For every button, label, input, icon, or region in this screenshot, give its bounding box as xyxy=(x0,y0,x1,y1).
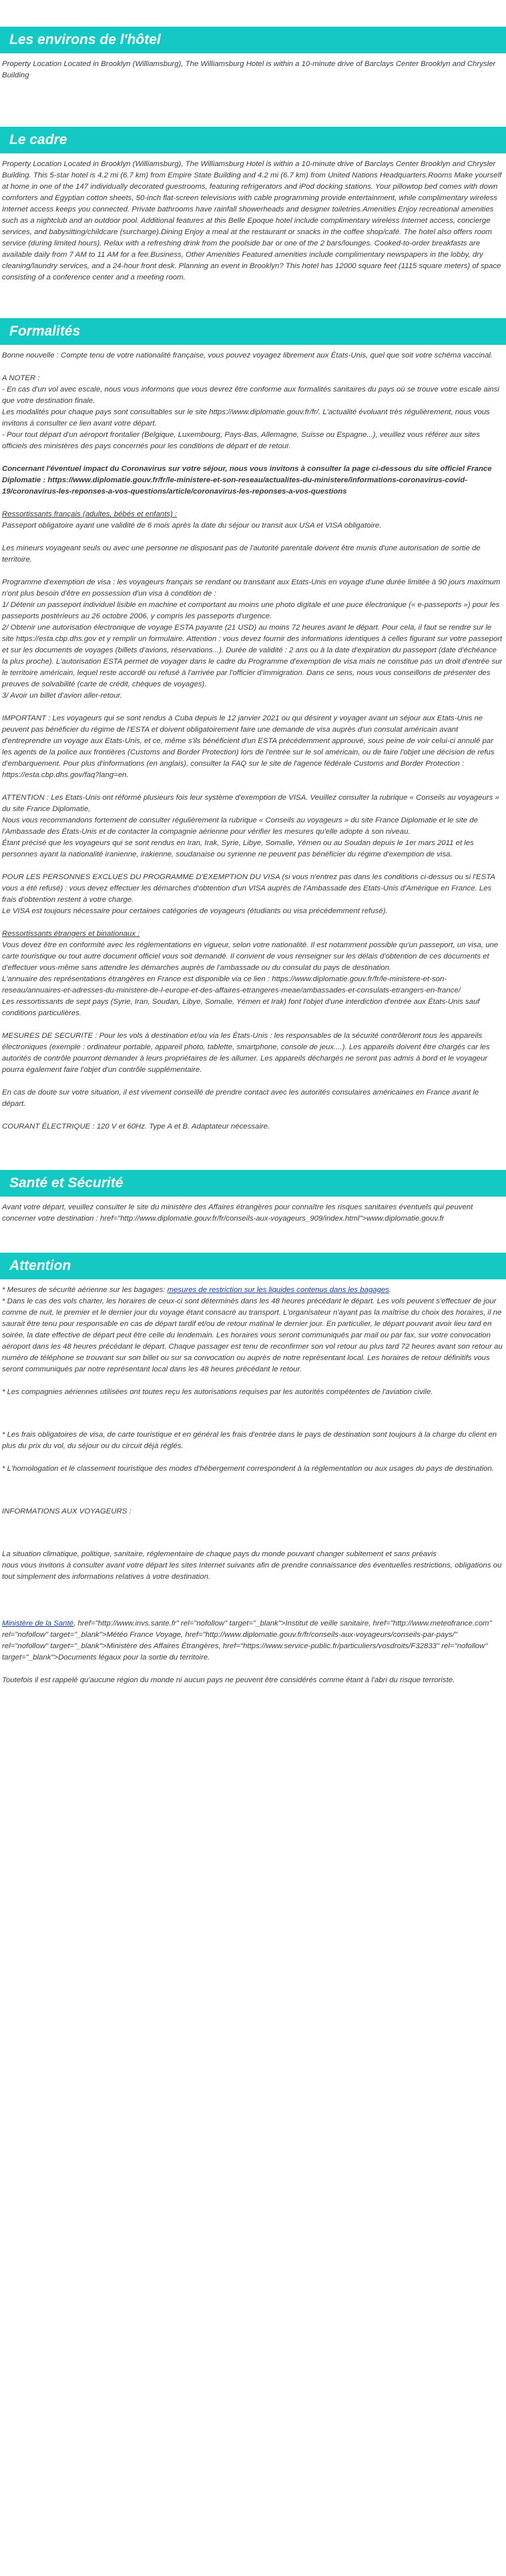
section-title-formalites: Formalités xyxy=(0,318,506,345)
liquides-restriction-link[interactable]: mesures de restriction sur les liquides contenus dans les bagages xyxy=(167,1286,389,1294)
visa-exemption xyxy=(2,577,504,702)
etrangers-heading: Ressortissants étrangers et binationaux : xyxy=(2,930,140,938)
spacer xyxy=(2,1486,504,1506)
section-formalites xyxy=(0,318,506,1137)
etrangers-2: L'annuaire des représentations étrangères en France est disponible via ce lien : https://www.diplomatie.gouv.fr/fr/le-ministere-et-son-reseau/annuaires-et-adresses-du-ministere-de-l-europe-et-des-affaires-etrangeres-meae/ambassades-et-consulats-etrangers-en-france/ xyxy=(2,975,461,995)
mesures-bagages-suffix: . xyxy=(389,1286,392,1294)
formalites-p1: Bonne nouvelle : Compte tenu de votre nationalité française, vous pouvez voyagez librement aux États-Unis, quel que soit votre schéma vaccinal. xyxy=(2,352,493,360)
note-line-3: - Pour tout départ d'un aéroport frontalier (Belgique, Luxembourg, Pays-Bas, Allemagne, Suisse ou Espagne...), veuillez vous référer aux sites officiels des ministères des pays concernés pour les conditions de départ et de retour. xyxy=(2,431,480,450)
attention-visa-3: Étant précisé que les voyageurs qui se sont rendus en Iran, Irak, Syrie, Libye, Somalie, Yémen ou au Soudan depuis le 1er mars 2011 et les personnes ayant la nationalité iranienne, irakienne, soudanaise ou syrienne ne peuvent pas bénéficier du régime d'exemption de visa. xyxy=(2,839,474,858)
note-line-1: - En cas d'un vol avec escale, nous vous informons que vous devrez être conforme aux formalités sanitaires du pays où se trouve votre escale ainsi que votre destination finale. xyxy=(2,386,499,405)
section-environs xyxy=(0,27,506,85)
personnes-exclues-2: Le VISA est toujours nécessaire pour certaines catégories de voyageurs (étudiants ou visa précédemment refusé). xyxy=(2,907,388,915)
section-body-sante xyxy=(0,1197,506,1229)
environs-text: Property Location Located in Brooklyn (Williamsburg), The Williamsburg Hotel is within a 10-minute drive of Barclays Center Brooklyn and Chrysler Building xyxy=(2,60,496,79)
compagnies-aeriennes: * Les compagnies aériennes utilisées ont toutes reçu les autorisations requises par les autorités compétentes de l'aviation civile. xyxy=(2,1388,433,1396)
section-body-cadre xyxy=(0,153,506,287)
frais-obligatoires: * Les frais obligatoires de visa, de carte touristique et en général les frais d'entrée dans le pays de destination sont toujours à la charge du client en plus du prix du vol, du séjour ou du circuit déjà réglés. xyxy=(2,1431,497,1450)
en-cas-de-doute: En cas de doute sur votre situation, il est vivement conseillé de prendre contact avec les autorités consulaires américaines en France avant le départ. xyxy=(2,1089,479,1108)
sites-officiels xyxy=(2,1618,504,1664)
attention-visa xyxy=(2,792,504,860)
section-title-environs: Les environs de l'hôtel xyxy=(0,27,506,53)
spacer xyxy=(2,1529,504,1549)
etrangers-1: Vous devez être en conformité avec les réglementations en vigueur, selon votre nationalité. Il est notamment possible qu'un passeport, un visa, une carte touristique ou tout autre document officiel vous soit demandé. Il convient de vous renseigner sur les délais d'obtention de ces documents et d'effectuer vous-même sans attendre les démarches auprès de l'ambassade ou du consulat du pays de destination. xyxy=(2,941,499,972)
spacer xyxy=(2,1409,504,1429)
section-title-cadre: Le cadre xyxy=(0,127,506,153)
ressortissants-francais xyxy=(2,509,504,532)
ressortissants-body: Passeport obligatoire ayant une validité de 6 mois après la date du séjour ou transit aux USA et VISA obligatoire. xyxy=(2,522,382,530)
formalites-note xyxy=(2,373,504,452)
mesures-bagages xyxy=(2,1285,504,1296)
important-cuba: IMPORTANT : Les voyageurs qui se sont rendus à Cuba depuis le 12 janvier 2021 ou qui désirent y voyager avant un séjour aux Etats-Unis ne peuvent pas bénéficier du régime de l'ESTA et doivent obligatoirement faire une demande de visa auprès d'un consulat américain avant d'entreprendre un voyage aux Etats-Unis, et ce, même s'ils bénéficient d'un ESTA précédemment approuvé, sous peine de voir celui-ci annulé par les agents de la police aux frontières (Customs and Border Protection) lors de l'entrée sur le sol américain, ou de faire l'objet une décision de refus d'embarquement. Pour plus d'informations (en anglais), consulter la FAQ sur le site de l'agence fédérale Customs and Border Protection : https://esta.cbp.dhs.gov/faq?lang=en. xyxy=(2,714,495,779)
mesures-securite: MESURES DE SECURITE : Pour les vols à destination et/ou via les États-Unis : les responsables de la sécurité contrôleront tous les appareils électroniques (exemple : ordinateur portable, appareil photo, tablette, smartphone, console de jeux....). Les appareils doivent être chargés car les autorités de contrôle pourront demander à leurs propriétaires de les allumer. Les appareils déchargés ne seront pas admis à bord et le voyageur pourra également faire l'objet d'un contrôle supplémentaire. xyxy=(2,1032,490,1074)
section-cadre xyxy=(0,127,506,287)
section-body-environs xyxy=(0,53,506,85)
note-line-2: Les modalités pour chaque pays sont consultables sur le site https://www.diplomatie.gouv.fr/fr/. L'actualité évoluant très régulièrement, nous vous invitons à consulter ce lien avant votre départ. xyxy=(2,408,490,428)
risque-terroriste: Toutefois il est rappelé qu'aucune région du monde ni aucun pays ne peuvent être considérés comme étant à l'abri du risque terroriste. xyxy=(2,1676,455,1684)
sites-officiels-list: , href="http://www.invs.sante.fr" rel="nofollow" target="_blank">Institut de veille sanitaire, href="http://www.meteofrance.com" rel="nofollow" target="_blank">Météo France Voyage, href="http://www.diplomatie.gouv.fr/fr/conseils-aux-voyageurs/conseils-par-pays/" rel="nofollow" target="_blank">Ministère des Affaires Étrangères, href="https://www.service-public.fr/particuliers/vosdroits/F32833" rel="nofollow" target="_blank">Documents légaux pour la sortie du territoire. xyxy=(2,1620,492,1662)
section-attention xyxy=(0,1253,506,1690)
cadre-text: Property Location Located in Brooklyn (Williamsburg), The Williamsburg Hotel is within a 10-minute drive of Barclays Center Brooklyn and Chrysler Building. This 5-star hotel is 4.2 mi (6.7 km) from Empire State Building and 4.2 mi (6.7 km) from United Nations Headquarters.Rooms Make yourself at home in one of the 147 individually decorated guestrooms, featuring refrigerators and iPod docking stations. Your pillowtop bed comes with down comforters and Egyptian cotton sheets, 50-inch flat-screen televisions with cable programming provide entertainment, while complimentary wireless Internet access keeps you connected. Private bathrooms have rainfall showerheads and designer toiletries.Amenities Enjoy recreational amenities such as a nightclub and an outdoor pool. Additional features at this Belle Epoque hotel include complimentary wireless Internet access, concierge services, and babysitting/childcare (surcharge).Dining Enjoy a meal at the restaurant or snacks in the coffee shop/café. The hotel also offers room service (during limited hours). Relax with a refreshing drink from the poolside bar or one of the 2 bars/lounges. Cooked-to-order breakfasts are available daily from 7 AM to 11 AM for a fee.Business, Other Amenities Featured amenities include complimentary newspapers in the lobby, dry cleaning/laundry services, and a 24-hour front desk. Planning an event in Brooklyn? This hotel has 12000 square feet (1115 square meters) of space consisting of a conference center and a meeting room. xyxy=(2,160,502,281)
visa-exemption-1: 1/ Détenir un passeport individuel lisible en machine et comportant au moins une photo digitale et une puce électronique (« e-passeports ») pour les passeports postérieurs au 26 octobre 2006, y compris les passeports d'urgence. xyxy=(2,601,500,620)
informations-voyageurs-1: La situation climatique, politique, sanitaire, réglementaire de chaque pays du monde pouvant changer subitement et sans préavis xyxy=(2,1550,437,1558)
visa-exemption-2: 2/ Obtenir une autorisation électronique de voyage ESTA payante (21 USD) au moins 72 heures avant le départ. Pour cela, il faut se rendre sur le site https://esta.cbp.dhs.gov et y remplir un formulaire. Attention : vous devez fournir des informations identiques à celles figurant sur votre passeport et sur les documents de voyages (billets d'avions, réservations...). Durée de validité : 2 ans ou à la date d'expiration du passeport (date d'échéance la plus proche). L'autorisation ESTA permet de voyager dans le cadre du Programme d'exemption de visa mais ne constitue pas un droit d'entrée sur le territoire américain, lequel reste accordé ou refusé à l'arrivée par l'officier d'immigration. Dans ce sens, nous vous conseillons de présenter des preuves de solvabilité (carte de crédit, chèques de voyages). xyxy=(2,624,503,688)
personnes-exclues-1: POUR LES PERSONNES EXCLUES DU PROGRAMME D'EXEMPTION DU VISA (si vous n'entrez pas dans les conditions ci-dessus ou si l'ESTA vous a été refusé) : vous devez effectuer les démarches d'obtention d'un VISA auprès de l'Ambassade des Etats-Unis d'Amérique en France. Les frais d'obtention restent à votre charge. xyxy=(2,873,495,904)
etrangers-3: Les ressortissants de sept pays (Syrie, Iran, Soudan, Libye, Somalie, Yémen et Irak) font l'objet d'une interdiction d'entrée aux États-Unis sauf conditions particulières. xyxy=(2,998,480,1017)
ressortissants-etrangers xyxy=(2,928,504,1019)
visa-exemption-3: 3/ Avoir un billet d'avion aller-retour. xyxy=(2,692,123,700)
section-body-attention xyxy=(0,1279,506,1690)
personnes-exclues xyxy=(2,872,504,917)
ministere-sante-link[interactable]: Ministère de la Santé xyxy=(2,1620,74,1628)
section-title-attention: Attention xyxy=(0,1253,506,1279)
note-heading: A NOTER : xyxy=(2,374,40,382)
vols-charter: * Dans le cas des vols charter, les horaires de ceux-ci sont déterminés dans les 48 heures précédant le départ. Les vols peuvent s'effectuer de jour comme de nuit, le premier et le dernier jour du voyage étant consacré au transport. L'organisateur n'ayant pas la maîtrise du choix des horaires, il ne saurait être tenu pour responsable en cas de départ tardif et/ou de retour matinal le dernier jour. En particulier, le départ pouvant avoir lieu tard en soirée, la date effective de départ peut être celle du lendemain. Les horaires vous seront communiqués par mail ou par fax, sur votre convocation aéroport dans les 48 heures précédant le départ. Chaque passager est tenu de reconfirmer son vol retour au plus tard 72 heures avant son retour au numéro de téléphone se trouvant sur son billet ou sur sa convocation ou auprès de notre représentant local. Les horaires de retour définitifs vous seront communiqués par notre représentant local dans les 48 heures précédant le retour. xyxy=(2,1297,503,1373)
informations-voyageurs xyxy=(2,1549,504,1583)
section-body-formalites xyxy=(0,345,506,1137)
attention-visa-2: Nous vous recommandons fortement de consulter régulièrement la rubrique « Conseils au voyageurs » du site France Diplomatie et le site de l'Ambassade des États-Unis et de contacter la compagnie aérienne pour vérifier les mesures qu'elle adopte à son niveau. xyxy=(2,816,478,836)
courant-electrique: COURANT ÉLECTRIQUE : 120 V et 60Hz. Type A et B. Adaptateur nécessaire. xyxy=(2,1123,270,1131)
ressortissants-heading: Ressortissants français (adultes, bébés et enfants) : xyxy=(2,510,178,518)
informations-voyageurs-2: nous vous invitons à consulter avant votre départ les sites Internet suivants afin de prendre connaissance des éventuelles restrictions, obligations ou tout simplement des informations relatives à votre destination. xyxy=(2,1561,502,1581)
attention-visa-1: ATTENTION : Les Etats-Unis ont réformé plusieurs fois leur système d'exemption de VISA. Veuillez consulter la rubrique « Conseils au voyageurs » du site France Diplomatie, xyxy=(2,794,499,813)
section-title-sante: Santé et Sécurité xyxy=(0,1170,506,1197)
informations-voyageurs-heading: INFORMATIONS AUX VOYAGEURS : xyxy=(2,1507,132,1515)
page xyxy=(0,27,506,1690)
spacer xyxy=(2,1594,504,1618)
homologation: * L'homologation et le classement touristique des modes d'hébergement correspondent à la réglementation ou aux usages du pays de destination. xyxy=(2,1465,494,1473)
visa-exemption-intro: Programme d'exemption de visa : les voyageurs français se rendant ou transitant aux Etats-Unis en voyage d'une durée limitée à 90 jours maximum n'ont plus besoin d'être en possession d'un visa à condition de : xyxy=(2,578,501,598)
sante-text: Avant votre départ, veuillez consulter le site du ministère des Affaires étrangères pour connaître les risques sanitaires éventuels qui peuvent concerner votre destination : href="http://www.diplomatie.gouv.fr/fr/conseils-aux-voyageurs_909/index.html">www.diplomatie.gouv.fr xyxy=(2,1203,473,1223)
mineurs-text: Les mineurs voyageant seuls ou avec une personne ne disposant pas de l'autorité parentale doivent être munis d'une autorisation de sortie de territoire. xyxy=(2,544,481,564)
coronavirus-notice: Concernant l'éventuel impact du Coronavirus sur votre séjour, nous vous invitons à consulter la page ci-dessous du site officiel France Diplomatie : https://www.diplomatie.gouv.fr/fr/le-ministere-et-son-reseau/actualites-du-ministere/informations-coronavirus-covid-19/coronavirus-les-reponses-a-vos-questions/article/coronavirus-les-reponses-a-vos-questions xyxy=(2,465,492,496)
section-sante xyxy=(0,1170,506,1229)
mesures-bagages-prefix: * Mesures de sécurité aérienne sur les bagages: xyxy=(2,1286,168,1294)
